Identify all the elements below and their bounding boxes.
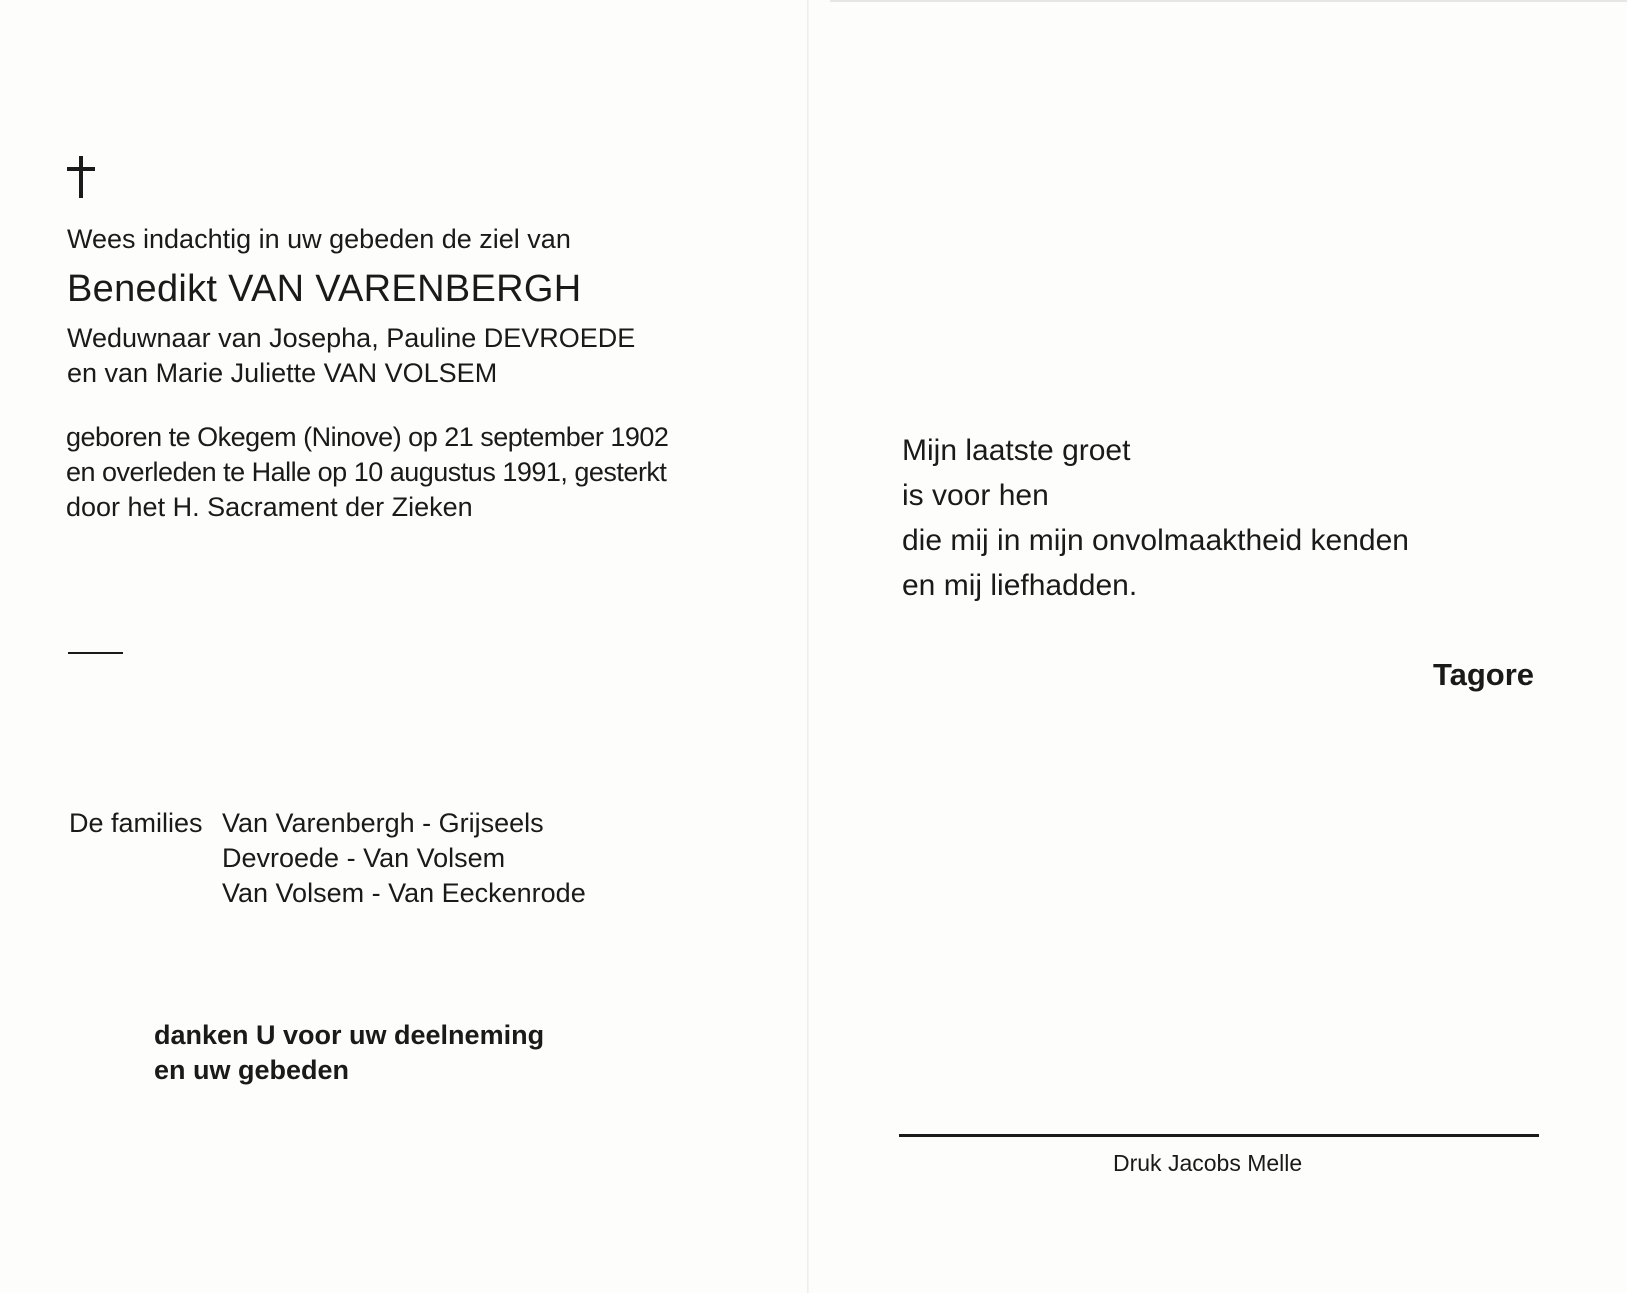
family-name-1: Van Varenbergh - Grijseels xyxy=(222,808,544,838)
left-page xyxy=(0,0,807,1293)
poem-line-4: en mij liefhadden. xyxy=(902,569,1138,602)
poem-line-1: Mijn laatste groet xyxy=(902,434,1131,467)
thanks-line-1: danken U voor uw deelneming xyxy=(154,1020,545,1050)
cross-icon xyxy=(66,156,96,198)
bio-line-3: door het H. Sacrament der Zieken xyxy=(66,492,473,522)
bio-line-2: en overleden te Halle op 10 augustus 1991, gesterkt xyxy=(66,457,667,487)
poem-line-2: is voor hen xyxy=(902,479,1049,512)
separator-dash xyxy=(68,652,123,654)
printer-credit: Druk Jacobs Melle xyxy=(1113,1150,1303,1176)
poem-line-3: die mij in mijn onvolmaaktheid kenden xyxy=(902,524,1409,557)
families-label: De families xyxy=(69,808,203,838)
family-name-2: Devroede - Van Volsem xyxy=(222,843,506,873)
right-page xyxy=(809,0,1627,1293)
bio-line-1: geboren te Okegem (Ninove) op 21 september 1902 xyxy=(66,422,669,452)
family-name-3: Van Volsem - Van Eeckenrode xyxy=(222,878,586,908)
intro-text: Wees indachtig in uw gebeden de ziel van xyxy=(67,224,571,254)
spouse-line-1: Weduwnaar van Josepha, Pauline DEVROEDE xyxy=(67,323,636,353)
footer-rule xyxy=(899,1134,1539,1137)
thanks-line-2: en uw gebeden xyxy=(154,1055,350,1085)
spouse-line-2: en van Marie Juliette VAN VOLSEM xyxy=(67,358,498,388)
deceased-name: Benedikt VAN VARENBERGH xyxy=(67,268,582,310)
poem-author: Tagore xyxy=(1433,657,1535,692)
cross-horizontal-bar xyxy=(67,167,95,171)
cross-vertical-bar xyxy=(79,156,83,198)
